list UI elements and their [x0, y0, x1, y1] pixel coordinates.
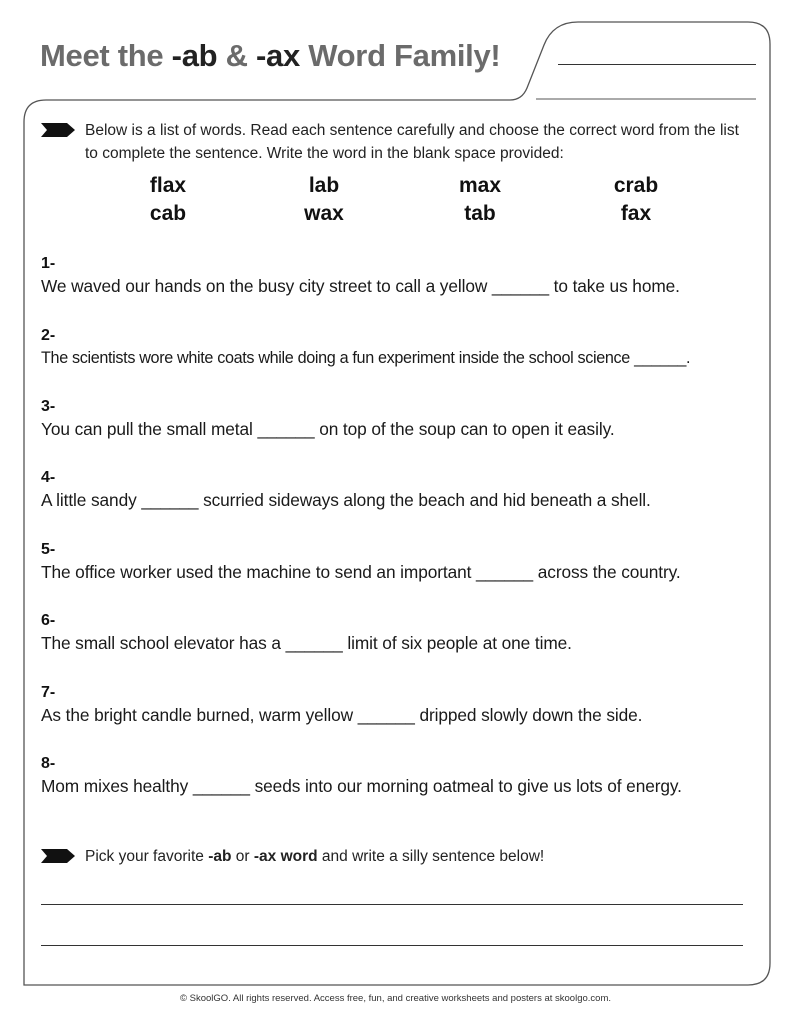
question-1 — [41, 254, 761, 298]
arrow-banner-icon — [41, 849, 75, 863]
word-bank-word: tab — [464, 202, 496, 225]
bonus-prompt-text — [85, 845, 756, 868]
word-bank-word: lab — [308, 174, 340, 197]
question-sentence[interactable]: Mom mixes healthy ______ seeds into our morning oatmeal to give us lots of energy. — [41, 776, 682, 796]
word-bank-word: max — [458, 174, 502, 197]
question-sentence[interactable]: The small school elevator has a ______ limit of six people at one time. — [41, 633, 572, 653]
bonus-or: or — [235, 848, 250, 865]
question-sentence[interactable]: You can pull the small metal ______ on top of the soup can to open it easily. — [41, 419, 615, 439]
question-number: 4- — [41, 469, 56, 486]
word-bank — [90, 174, 714, 226]
question-4 — [41, 468, 761, 512]
word-bank-word: fax — [620, 202, 652, 225]
question-sentence[interactable]: We waved our hands on the busy city street to call a yellow ______ to take us home. — [41, 276, 680, 296]
word-bank-word: flax — [149, 174, 187, 197]
title-prefix: Meet the — [40, 38, 164, 73]
question-8 — [41, 754, 761, 798]
question-6 — [41, 611, 761, 655]
question-number: 2- — [41, 327, 56, 344]
arrow-banner-icon — [41, 123, 75, 137]
bonus-text-before: Pick your favorite — [85, 848, 204, 865]
question-7 — [41, 683, 761, 727]
word-bank-word: cab — [149, 202, 187, 225]
bonus-ax-word: -ax word — [253, 848, 318, 865]
word-bank-word: crab — [613, 174, 659, 197]
bonus-prompt — [41, 845, 756, 868]
bonus-text-after: and write a silly sentence below! — [321, 848, 545, 865]
name-line[interactable] — [558, 64, 756, 65]
question-2 — [41, 326, 761, 370]
question-number: 8- — [41, 755, 56, 772]
title-ampersand: & — [225, 38, 248, 73]
question-sentence[interactable]: As the bright candle burned, warm yellow ______ dripped slowly down the side. — [41, 705, 643, 725]
question-sentence[interactable]: The office worker used the machine to send an important ______ across the country. — [41, 562, 681, 582]
title-ax-suffix: -ax — [256, 38, 300, 73]
question-3 — [41, 397, 761, 441]
instructions-text: Below is a list of words. Read each sentence carefully and choose the correct word from the list to complete the sentence. Write the word in the blank space provided: — [85, 122, 739, 162]
answer-line[interactable] — [41, 904, 743, 905]
question-number: 1- — [41, 255, 56, 272]
title-rest: Word Family! — [308, 38, 501, 73]
question-number: 7- — [41, 684, 56, 701]
footer-copyright: © SkoolGO. All rights reserved. Access free, fun, and creative worksheets and posters at skoolgo.com. — [179, 993, 611, 1004]
bonus-ab: -ab — [208, 848, 232, 865]
question-5 — [41, 540, 761, 584]
question-number: 5- — [41, 541, 56, 558]
instructions — [41, 119, 756, 165]
question-number: 6- — [41, 612, 56, 629]
word-bank-word: wax — [304, 202, 344, 225]
title-ab-suffix: -ab — [171, 38, 218, 73]
question-number: 3- — [41, 398, 56, 415]
answer-line[interactable] — [41, 945, 743, 946]
worksheet-title — [40, 38, 500, 74]
question-sentence[interactable]: The scientists wore white coats while doing a fun experiment inside the school science ______. — [41, 349, 691, 367]
question-sentence[interactable]: A little sandy ______ scurried sideways along the beach and hid beneath a shell. — [41, 490, 651, 510]
